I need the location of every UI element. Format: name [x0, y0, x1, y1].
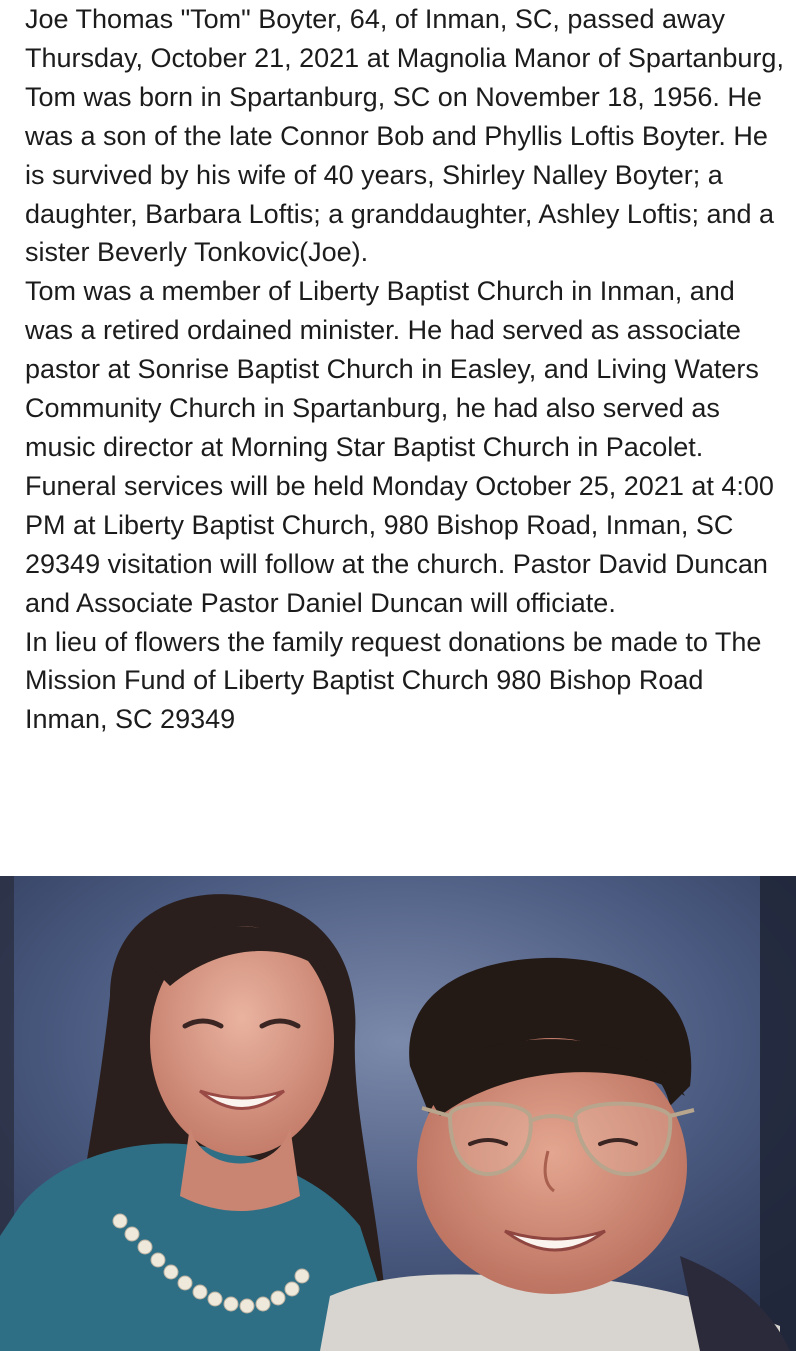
couple-photo-drawing — [0, 876, 796, 1351]
obituary-post-text — [25, 0, 785, 739]
obituary-paragraph-3: Funeral services will be held Monday October 25, 2021 at 4:00 PM at Liberty Baptist Church, 980 Bishop Road, Inman, SC 29349 visitation will follow at the church. Pastor David Duncan and Associate Pastor Daniel Duncan will officiate. — [25, 470, 774, 618]
obituary-paragraph-2: Tom was a member of Liberty Baptist Church in Inman, and was a retired ordained minister. He had served as associate pastor at Sonrise Baptist Church in Easley, and Living Waters Community Church in Spartanburg, he had also served as music director at Morning Star Baptist Church in Pacolet. — [25, 276, 759, 462]
obituary-paragraph-4: In lieu of flowers the family request donations be made to The Mission Fund of Liberty Baptist Church 980 Bishop Road Inman, SC 29349 — [25, 626, 762, 735]
obituary-paragraph-1: Joe Thomas "Tom" Boyter, 64, of Inman, SC, passed away Thursday, October 21, 2021 at Magnolia Manor of Spartanburg, Tom was born in Spartanburg, SC on November 18, 1956. He was a son of the late Connor Bob and Phyllis Loftis Boyter. He is survived by his wife of 40 years, Shirley Nalley Boyter; a daughter, Barbara Loftis; a granddaughter, Ashley Loftis; and a sister Beverly Tonkovic(Joe). — [25, 4, 784, 268]
photo-frame-edge — [760, 876, 796, 1351]
couple-photo[interactable] — [0, 876, 796, 1351]
